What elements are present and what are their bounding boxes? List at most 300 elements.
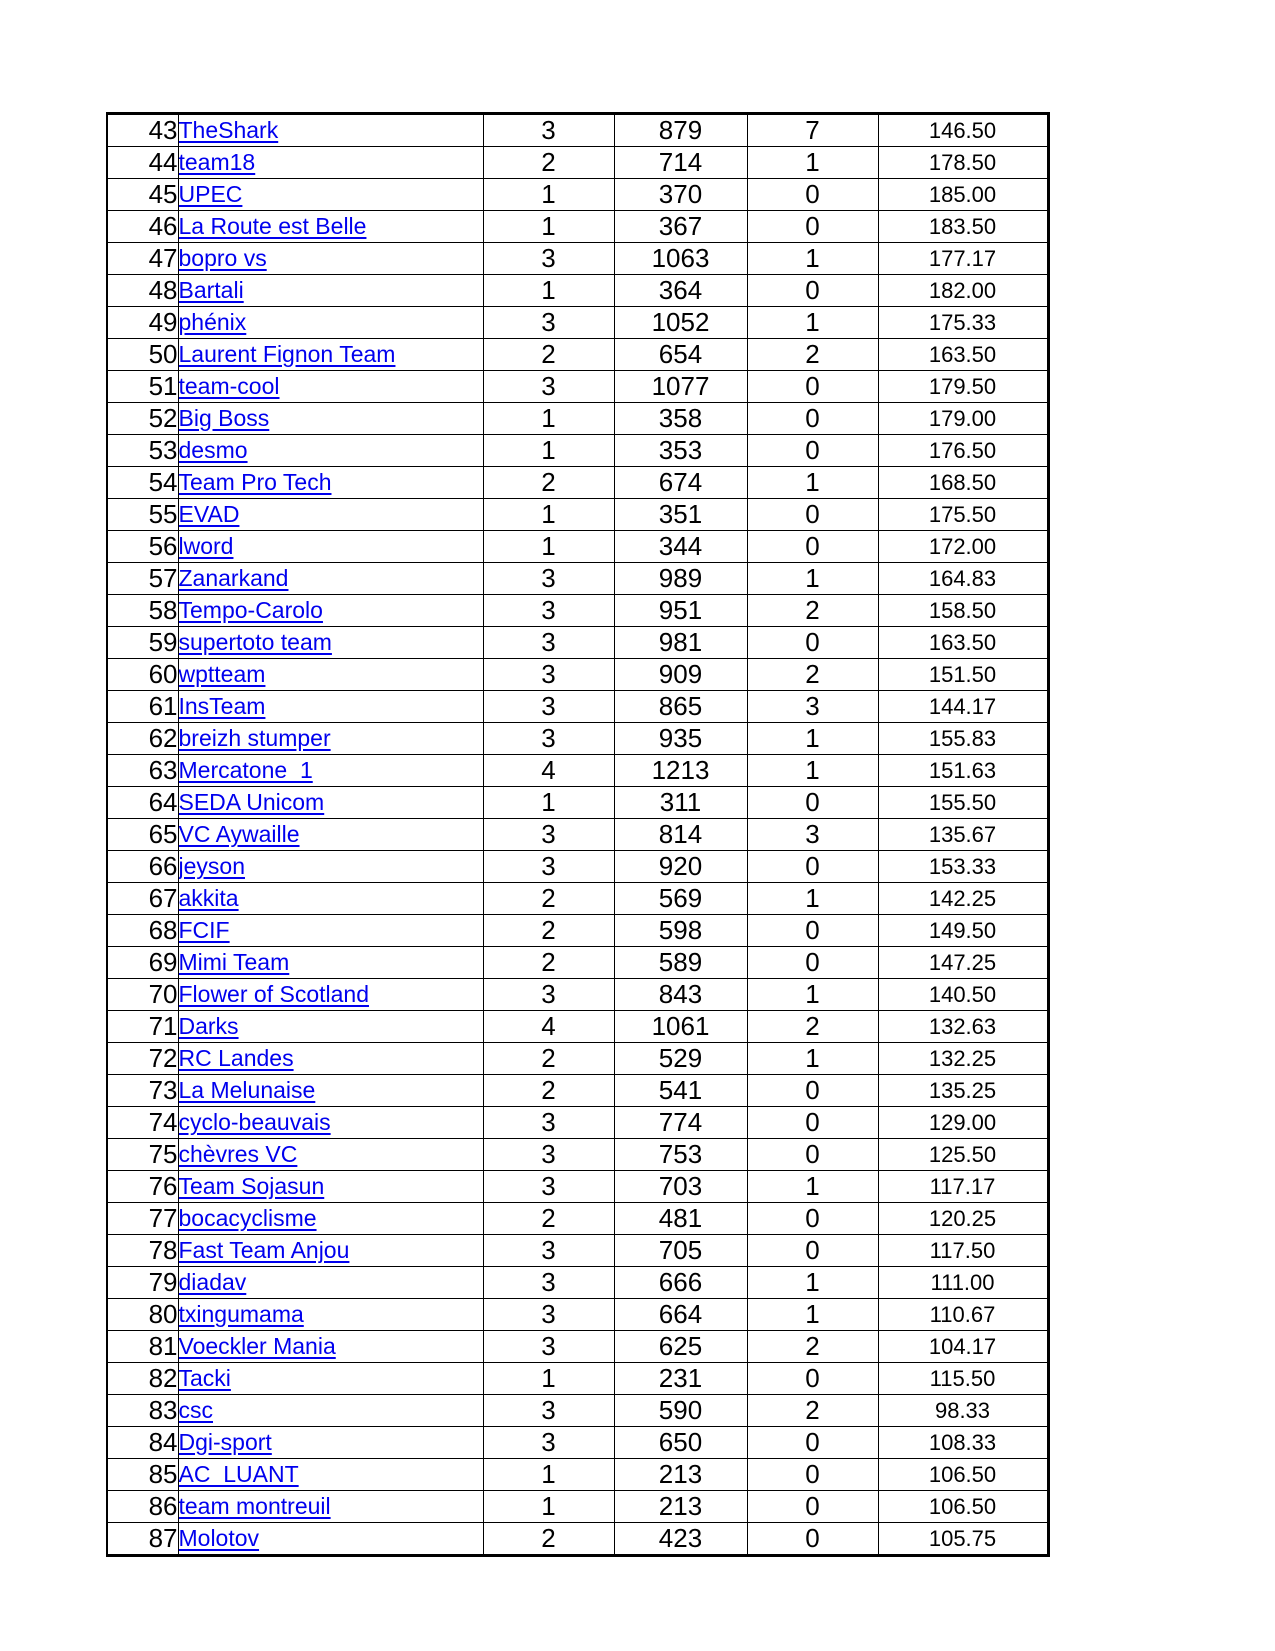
team-link[interactable]: La Route est Belle [178,213,367,239]
secondary-count-cell: 1 [747,723,878,755]
team-link[interactable]: txingumama [178,1301,304,1327]
table-row [107,819,1048,851]
count-cell: 3 [483,243,614,275]
average-cell: 135.25 [878,1075,1048,1107]
count-cell: 3 [483,819,614,851]
table-row [107,915,1048,947]
team-link[interactable]: supertoto team [178,629,332,655]
team-link[interactable]: team-cool [178,373,280,399]
count-cell: 3 [483,1331,614,1363]
average-cell: 155.83 [878,723,1048,755]
team-cell [178,883,483,915]
team-cell [178,1075,483,1107]
secondary-count-cell: 1 [747,243,878,275]
team-link[interactable]: cyclo-beauvais [178,1109,331,1135]
team-link[interactable]: Tempo-Carolo [178,597,323,623]
points-cell: 989 [614,563,747,595]
secondary-count-cell: 1 [747,1171,878,1203]
team-cell [178,755,483,787]
average-cell: 120.25 [878,1203,1048,1235]
table-row [107,1043,1048,1075]
table-row [107,947,1048,979]
average-cell: 155.50 [878,787,1048,819]
secondary-count-cell: 0 [747,275,878,307]
count-cell: 2 [483,915,614,947]
rank-cell: 79 [107,1267,178,1299]
rank-cell: 47 [107,243,178,275]
rank-cell: 54 [107,467,178,499]
table-row [107,275,1048,307]
table-row [107,1299,1048,1331]
average-cell: 117.50 [878,1235,1048,1267]
team-link[interactable]: desmo [178,437,248,463]
count-cell: 3 [483,371,614,403]
secondary-count-cell: 0 [747,371,878,403]
average-cell: 108.33 [878,1427,1048,1459]
secondary-count-cell: 0 [747,179,878,211]
count-cell: 3 [483,1299,614,1331]
average-cell: 106.50 [878,1459,1048,1491]
team-link[interactable]: Tacki [178,1365,231,1391]
team-link[interactable]: phénix [178,309,247,335]
count-cell: 1 [483,275,614,307]
secondary-count-cell: 0 [747,1523,878,1556]
count-cell: 1 [483,435,614,467]
rank-cell: 58 [107,595,178,627]
count-cell: 1 [483,403,614,435]
team-cell [178,627,483,659]
average-cell: 177.17 [878,243,1048,275]
average-cell: 125.50 [878,1139,1048,1171]
count-cell: 3 [483,1171,614,1203]
team-cell [178,307,483,339]
points-cell: 481 [614,1203,747,1235]
rank-cell: 80 [107,1299,178,1331]
table-row [107,723,1048,755]
secondary-count-cell: 1 [747,883,878,915]
team-link[interactable]: wptteam [178,661,266,687]
secondary-count-cell: 0 [747,1107,878,1139]
count-cell: 3 [483,627,614,659]
table-row [107,1139,1048,1171]
points-cell: 1063 [614,243,747,275]
rank-cell: 56 [107,531,178,563]
team-cell [178,1459,483,1491]
team-link[interactable]: team montreuil [178,1493,331,1519]
spreadsheet-page [106,112,1050,1557]
count-cell: 2 [483,147,614,179]
average-cell: 106.50 [878,1491,1048,1523]
count-cell: 4 [483,1011,614,1043]
points-cell: 705 [614,1235,747,1267]
rank-cell: 74 [107,1107,178,1139]
rank-cell: 64 [107,787,178,819]
count-cell: 2 [483,1203,614,1235]
table-row [107,147,1048,179]
table-body [107,114,1048,1556]
team-link[interactable]: chèvres VC [178,1141,298,1167]
count-cell: 3 [483,851,614,883]
team-link[interactable]: Fast Team Anjou [178,1237,350,1263]
table-row [107,1107,1048,1139]
average-cell: 178.50 [878,147,1048,179]
points-cell: 351 [614,499,747,531]
points-cell: 865 [614,691,747,723]
count-cell: 3 [483,691,614,723]
count-cell: 1 [483,1459,614,1491]
count-cell: 1 [483,499,614,531]
points-cell: 703 [614,1171,747,1203]
team-link[interactable]: Mercatone_1 [178,757,313,783]
team-link[interactable]: Darks [178,1013,239,1039]
team-link[interactable]: bopro vs [178,245,267,271]
rank-cell: 73 [107,1075,178,1107]
points-cell: 625 [614,1331,747,1363]
points-cell: 569 [614,883,747,915]
average-cell: 105.75 [878,1523,1048,1556]
rank-cell: 78 [107,1235,178,1267]
team-cell [178,915,483,947]
team-cell [178,1523,483,1556]
table-row [107,1171,1048,1203]
rank-cell: 51 [107,371,178,403]
count-cell: 1 [483,211,614,243]
team-link[interactable]: team18 [178,149,256,175]
average-cell: 185.00 [878,179,1048,211]
count-cell: 1 [483,1363,614,1395]
secondary-count-cell: 0 [747,403,878,435]
secondary-count-cell: 0 [747,211,878,243]
average-cell: 172.00 [878,531,1048,563]
team-cell [178,851,483,883]
points-cell: 590 [614,1395,747,1427]
rank-cell: 45 [107,179,178,211]
rank-cell: 86 [107,1491,178,1523]
points-cell: 674 [614,467,747,499]
count-cell: 2 [483,947,614,979]
team-link[interactable]: RC Landes [178,1045,294,1071]
secondary-count-cell: 0 [747,915,878,947]
team-link[interactable]: Voeckler Mania [178,1333,336,1359]
points-cell: 213 [614,1459,747,1491]
secondary-count-cell: 0 [747,851,878,883]
rank-cell: 59 [107,627,178,659]
table-row [107,563,1048,595]
rank-cell: 69 [107,947,178,979]
secondary-count-cell: 0 [747,1491,878,1523]
average-cell: 182.00 [878,275,1048,307]
secondary-count-cell: 1 [747,467,878,499]
table-row [107,1075,1048,1107]
team-link[interactable]: Laurent Fignon Team [178,341,396,367]
team-link[interactable]: UPEC [178,181,243,207]
rank-cell: 71 [107,1011,178,1043]
secondary-count-cell: 0 [747,531,878,563]
team-cell [178,1491,483,1523]
rank-cell: 50 [107,339,178,371]
team-cell [178,275,483,307]
average-cell: 142.25 [878,883,1048,915]
count-cell: 4 [483,755,614,787]
team-link[interactable]: breizh stumper [178,725,331,751]
count-cell: 1 [483,787,614,819]
team-link[interactable]: TheShark [178,117,279,143]
team-link[interactable]: jeyson [178,853,245,879]
points-cell: 981 [614,627,747,659]
team-link[interactable]: bocacyclisme [178,1205,317,1231]
table-row [107,499,1048,531]
points-cell: 529 [614,1043,747,1075]
count-cell: 3 [483,114,614,147]
team-cell [178,819,483,851]
secondary-count-cell: 1 [747,979,878,1011]
count-cell: 3 [483,1395,614,1427]
team-cell [178,1235,483,1267]
average-cell: 179.00 [878,403,1048,435]
count-cell: 2 [483,1075,614,1107]
rank-cell: 62 [107,723,178,755]
count-cell: 3 [483,595,614,627]
count-cell: 1 [483,531,614,563]
team-cell [178,499,483,531]
rank-cell: 83 [107,1395,178,1427]
team-cell [178,114,483,147]
secondary-count-cell: 2 [747,1395,878,1427]
rank-cell: 63 [107,755,178,787]
team-link[interactable]: EVAD [178,501,240,527]
secondary-count-cell: 0 [747,947,878,979]
team-cell [178,723,483,755]
points-cell: 589 [614,947,747,979]
table-row [107,403,1048,435]
points-cell: 920 [614,851,747,883]
secondary-count-cell: 0 [747,499,878,531]
table-row [107,243,1048,275]
average-cell: 104.17 [878,1331,1048,1363]
team-link[interactable]: Dgi-sport [178,1429,272,1455]
table-row [107,1267,1048,1299]
average-cell: 110.67 [878,1299,1048,1331]
points-cell: 664 [614,1299,747,1331]
table-row [107,1427,1048,1459]
team-link[interactable]: VC Aywaille [178,821,300,847]
rank-cell: 65 [107,819,178,851]
team-cell [178,339,483,371]
secondary-count-cell: 0 [747,787,878,819]
team-link[interactable]: Flower of Scotland [178,981,369,1007]
points-cell: 714 [614,147,747,179]
secondary-count-cell: 0 [747,1203,878,1235]
secondary-count-cell: 0 [747,627,878,659]
secondary-count-cell: 0 [747,1427,878,1459]
table-row [107,339,1048,371]
rank-cell: 44 [107,147,178,179]
secondary-count-cell: 7 [747,114,878,147]
points-cell: 370 [614,179,747,211]
secondary-count-cell: 3 [747,819,878,851]
rank-cell: 49 [107,307,178,339]
table-row [107,1523,1048,1556]
points-cell: 843 [614,979,747,1011]
secondary-count-cell: 0 [747,435,878,467]
count-cell: 2 [483,467,614,499]
rank-cell: 46 [107,211,178,243]
team-cell [178,595,483,627]
count-cell: 2 [483,1043,614,1075]
points-cell: 1061 [614,1011,747,1043]
average-cell: 176.50 [878,435,1048,467]
table-row [107,435,1048,467]
average-cell: 135.67 [878,819,1048,851]
rank-cell: 43 [107,114,178,147]
team-cell [178,179,483,211]
team-link[interactable]: Zanarkand [178,565,289,591]
team-link[interactable]: Big Boss [178,405,270,431]
table-row [107,627,1048,659]
team-link[interactable]: SEDA Unicom [178,789,325,815]
secondary-count-cell: 1 [747,1299,878,1331]
team-cell [178,243,483,275]
team-link[interactable]: InsTeam [178,693,266,719]
team-link[interactable]: csc [178,1397,213,1423]
count-cell: 3 [483,1107,614,1139]
average-cell: 151.50 [878,659,1048,691]
rank-cell: 60 [107,659,178,691]
team-link[interactable]: FCIF [178,917,230,943]
count-cell: 3 [483,659,614,691]
count-cell: 3 [483,307,614,339]
rank-cell: 87 [107,1523,178,1556]
table-row [107,531,1048,563]
team-link[interactable]: La Melunaise [178,1077,316,1103]
points-cell: 1052 [614,307,747,339]
secondary-count-cell: 1 [747,1043,878,1075]
points-cell: 753 [614,1139,747,1171]
team-cell [178,1203,483,1235]
count-cell: 3 [483,723,614,755]
team-cell [178,1043,483,1075]
average-cell: 98.33 [878,1395,1048,1427]
rank-cell: 67 [107,883,178,915]
team-link[interactable]: Bartali [178,277,244,303]
team-link[interactable]: Team Pro Tech [178,469,332,495]
team-cell [178,147,483,179]
team-cell [178,1011,483,1043]
table-row [107,114,1048,147]
points-cell: 879 [614,114,747,147]
average-cell: 153.33 [878,851,1048,883]
table-row [107,1491,1048,1523]
team-link[interactable]: Mimi Team [178,949,290,975]
rank-cell: 55 [107,499,178,531]
average-cell: 163.50 [878,339,1048,371]
team-cell [178,1331,483,1363]
average-cell: 168.50 [878,467,1048,499]
average-cell: 144.17 [878,691,1048,723]
team-link[interactable]: Team Sojasun [178,1173,325,1199]
rank-cell: 61 [107,691,178,723]
team-cell [178,371,483,403]
table-row [107,1011,1048,1043]
count-cell: 3 [483,1235,614,1267]
points-cell: 367 [614,211,747,243]
team-cell [178,1107,483,1139]
table-row [107,179,1048,211]
team-link[interactable]: akkita [178,885,239,911]
rank-cell: 84 [107,1427,178,1459]
rank-cell: 82 [107,1363,178,1395]
average-cell: 183.50 [878,211,1048,243]
average-cell: 117.17 [878,1171,1048,1203]
average-cell: 132.63 [878,1011,1048,1043]
rank-cell: 48 [107,275,178,307]
rank-cell: 76 [107,1171,178,1203]
count-cell: 2 [483,339,614,371]
secondary-count-cell: 0 [747,1235,878,1267]
points-cell: 814 [614,819,747,851]
table-row [107,1459,1048,1491]
table-row [107,1395,1048,1427]
secondary-count-cell: 1 [747,563,878,595]
team-cell [178,1299,483,1331]
average-cell: 149.50 [878,915,1048,947]
count-cell: 3 [483,979,614,1011]
points-cell: 1213 [614,755,747,787]
average-cell: 164.83 [878,563,1048,595]
secondary-count-cell: 2 [747,659,878,691]
table-row [107,851,1048,883]
points-cell: 598 [614,915,747,947]
secondary-count-cell: 0 [747,1363,878,1395]
team-cell [178,1395,483,1427]
team-link[interactable]: AC_LUANT [178,1461,299,1487]
team-cell [178,1139,483,1171]
points-cell: 311 [614,787,747,819]
average-cell: 179.50 [878,371,1048,403]
points-cell: 654 [614,339,747,371]
count-cell: 1 [483,179,614,211]
team-cell [178,1363,483,1395]
average-cell: 151.63 [878,755,1048,787]
points-cell: 213 [614,1491,747,1523]
table-row [107,467,1048,499]
points-cell: 666 [614,1267,747,1299]
points-cell: 364 [614,275,747,307]
team-link[interactable]: diadav [178,1269,247,1295]
count-cell: 1 [483,1491,614,1523]
average-cell: 175.50 [878,499,1048,531]
points-cell: 541 [614,1075,747,1107]
points-cell: 909 [614,659,747,691]
team-cell [178,659,483,691]
team-cell [178,691,483,723]
team-cell [178,1267,483,1299]
secondary-count-cell: 1 [747,755,878,787]
rank-cell: 66 [107,851,178,883]
table-row [107,307,1048,339]
secondary-count-cell: 2 [747,339,878,371]
table-row [107,1235,1048,1267]
team-link[interactable]: Molotov [178,1525,260,1551]
count-cell: 3 [483,1139,614,1171]
rank-cell: 77 [107,1203,178,1235]
average-cell: 146.50 [878,114,1048,147]
count-cell: 2 [483,883,614,915]
rank-cell: 85 [107,1459,178,1491]
table-row [107,883,1048,915]
team-link[interactable]: lword [178,533,234,559]
average-cell: 163.50 [878,627,1048,659]
